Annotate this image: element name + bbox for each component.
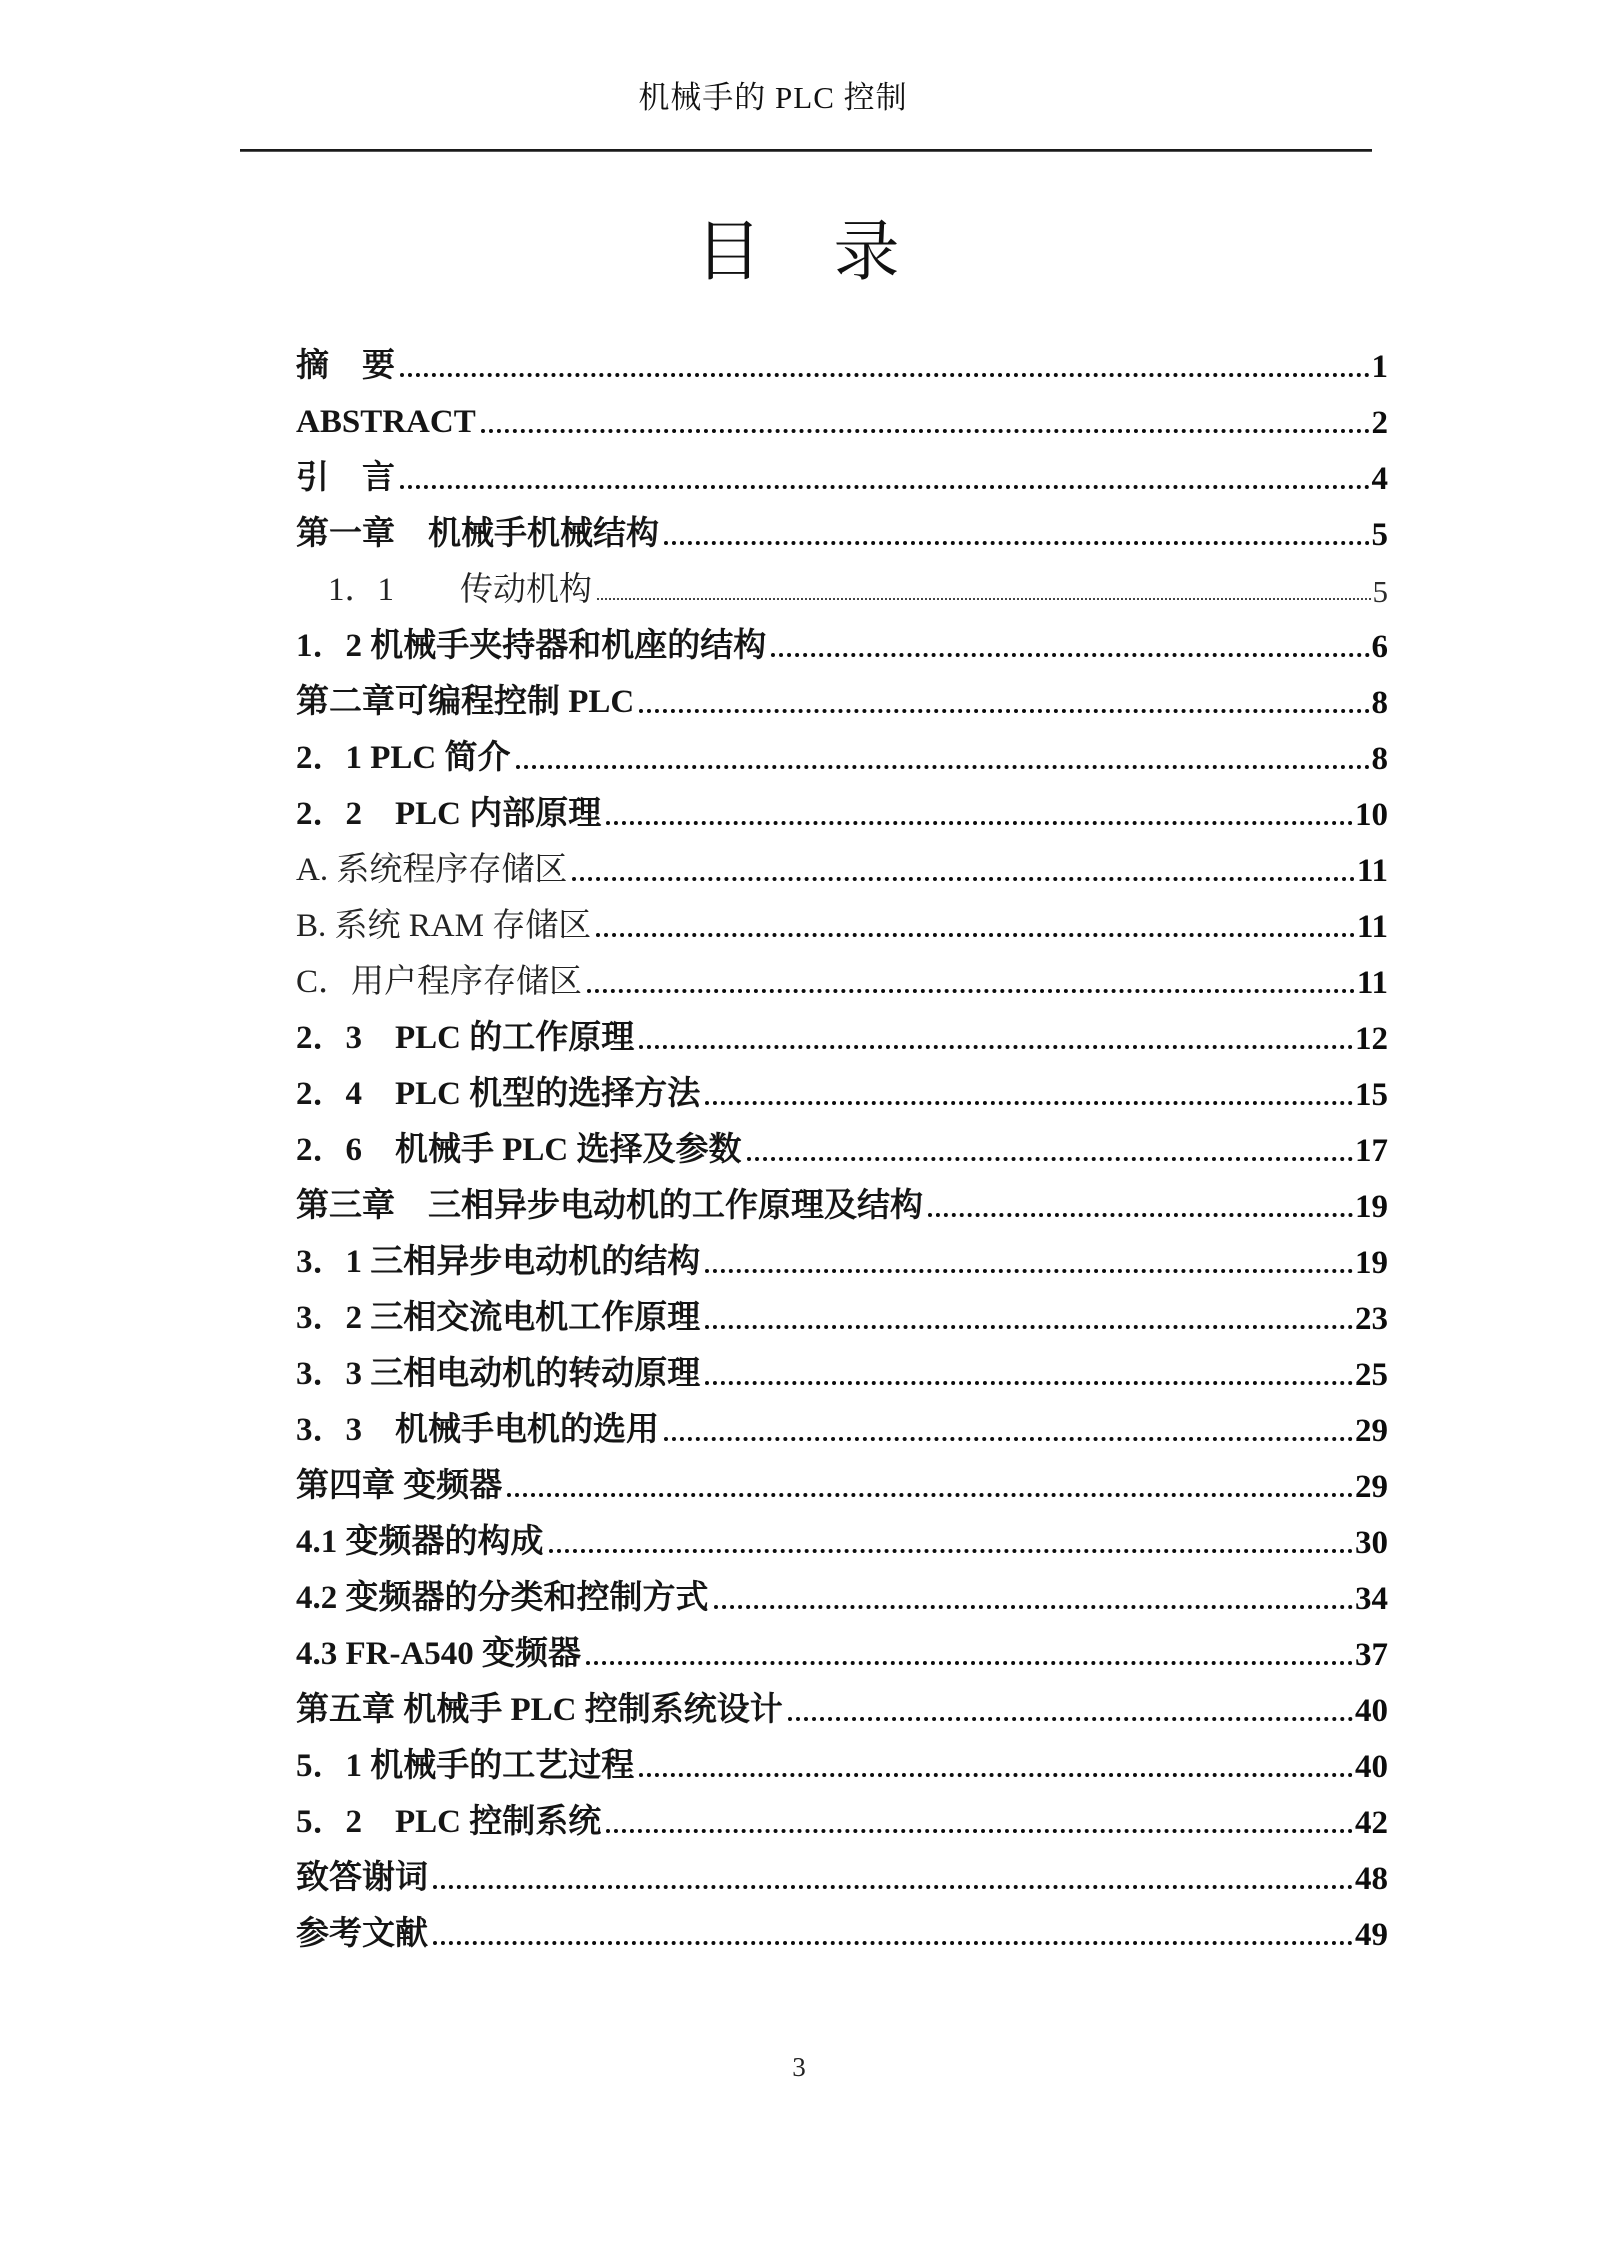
toc-entry-page: 11 [1356,853,1388,889]
toc-entry [296,1114,1388,1170]
toc-entry-page: 19 [1355,1189,1388,1225]
toc-entry-label: ABSTRACT [296,404,476,441]
toc-entry-label: A. 系统程序存储区 [296,852,568,889]
toc-entry-label: 第五章 机械手 PLC 控制系统设计 [296,1692,783,1729]
toc-entry [296,1282,1388,1338]
toc-entry-page: 17 [1355,1133,1388,1169]
toc-leader-dots [639,1773,1353,1777]
toc-entry-label: 致答谢词 [296,1860,428,1897]
toc-leader-dots [596,933,1355,937]
toc-entry-label: 2．3 PLC 的工作原理 [296,1020,635,1057]
toc-entry-page: 29 [1355,1413,1388,1449]
toc-entry-page: 6 [1371,629,1388,665]
toc-entry [296,1394,1388,1450]
toc-entry-label: 3．3 机械手电机的选用 [296,1412,659,1449]
toc-entry [296,1170,1388,1226]
toc-entry-label: 2．2 PLC 内部原理 [296,796,602,833]
page-title: 目 录 [695,216,903,289]
toc-entry [296,1338,1388,1394]
toc-leader-dots [586,1661,1353,1665]
toc-entry [296,1730,1388,1786]
toc-entry [296,1898,1388,1954]
toc-entry-label: 3．2 三相交流电机工作原理 [296,1300,701,1337]
toc-entry-page: 42 [1355,1805,1388,1841]
toc-entry-page: 12 [1355,1021,1388,1057]
toc-entry-label: 4.3 FR-A540 变频器 [296,1636,582,1673]
toc-leader-dots [928,1213,1353,1217]
toc-entry [296,1842,1388,1898]
toc-entry-label: 4.1 变频器的构成 [296,1524,544,1561]
toc-entry-page: 5 [1372,574,1388,609]
toc-entry-page: 29 [1355,1469,1388,1505]
toc-leader-dots [433,1941,1353,1945]
toc-entry-page: 37 [1355,1637,1388,1673]
toc-entry-page: 15 [1355,1077,1388,1113]
toc-leader-dots [606,1829,1353,1833]
toc-entry-label: B. 系统 RAM 存储区 [296,908,592,945]
toc-entry [296,1674,1388,1730]
toc-entry [296,1002,1388,1058]
toc-leader-dots [516,765,1370,769]
toc-entry-page: 25 [1355,1357,1388,1393]
toc-leader-dots [400,485,1370,489]
toc-leader-dots [481,429,1370,433]
toc-entry [296,610,1388,666]
toc-leader-dots [572,877,1354,881]
toc-entry [296,722,1388,778]
toc-leader-dots [587,989,1355,993]
toc-entry-label: 3．1 三相异步电动机的结构 [296,1244,701,1281]
toc-entry-label: 1．1 传动机构 [328,572,592,609]
toc-entry-label: 2．6 机械手 PLC 选择及参数 [296,1132,742,1169]
toc-entry-label: 3．3 三相电动机的转动原理 [296,1356,701,1393]
toc-leader-dots [664,541,1370,545]
toc-entry [296,1506,1388,1562]
running-header: 机械手的 PLC 控制 [638,80,908,115]
toc-entry [296,1058,1388,1114]
toc-entry-label: 第一章 机械手机械结构 [296,516,659,553]
toc-entry-page: 11 [1356,909,1388,945]
toc-entry-page: 40 [1355,1749,1388,1785]
toc-leader-dots [788,1717,1353,1721]
toc-entry [296,442,1388,498]
toc-leader-dots [705,1381,1353,1385]
toc-leader-dots [639,1045,1353,1049]
header-rule [240,149,1372,152]
toc-entry [296,946,1388,1002]
toc-entry-page: 10 [1355,797,1388,833]
toc-leader-dots [705,1101,1353,1105]
toc-entry-page: 8 [1371,685,1388,721]
toc-entry-page: 40 [1355,1693,1388,1729]
toc-entry-label: 摘 要 [296,348,395,385]
toc-entry-page: 34 [1355,1581,1388,1617]
toc-entry [296,1618,1388,1674]
toc-entry-page: 2 [1371,405,1388,441]
toc-entry-label: 5．1 机械手的工艺过程 [296,1748,635,1785]
toc-entry [296,1786,1388,1842]
toc-entry-label: 2．4 PLC 机型的选择方法 [296,1076,701,1113]
toc-leader-dots [400,373,1370,377]
toc-entry-page: 8 [1371,741,1388,777]
toc-leader-dots [747,1157,1354,1161]
toc-entry [296,1226,1388,1282]
toc-entry [296,834,1388,890]
toc-leader-dots [664,1437,1353,1441]
toc-entry-page: 5 [1371,517,1388,553]
toc-entry [296,890,1388,946]
toc-entry [296,778,1388,834]
toc-leader-dots [705,1269,1353,1273]
toc-leader-dots [771,653,1369,657]
toc-entry-label: 2．1 PLC 简介 [296,740,511,777]
toc-entry-page: 1 [1371,349,1388,385]
toc-entry-page: 30 [1355,1525,1388,1561]
toc-entry-page: 4 [1371,461,1388,497]
toc-entry-page: 48 [1355,1861,1388,1897]
toc-entry-label: 4.2 变频器的分类和控制方式 [296,1580,709,1617]
toc-entry [296,1450,1388,1506]
toc-entry [296,554,1388,610]
toc-entry-label: 5．2 PLC 控制系统 [296,1804,602,1841]
toc-entry-label: 第四章 变频器 [296,1468,503,1505]
toc-leader-dots [639,709,1369,713]
toc-entry [296,666,1388,722]
toc-entry-label: C．用户程序存储区 [296,964,583,1001]
toc-leader-dots [597,598,1371,600]
toc-entry [296,1562,1388,1618]
footer-page-number: 3 [792,2052,806,2082]
toc-entry-label: 第二章可编程控制 PLC [296,684,635,721]
toc-entry [296,498,1388,554]
toc-entry [296,386,1388,442]
toc-entry-label: 1．2 机械手夹持器和机座的结构 [296,628,767,665]
toc-leader-dots [714,1605,1354,1609]
toc-leader-dots [433,1885,1353,1889]
toc-entry-page: 23 [1355,1301,1388,1337]
toc-leader-dots [705,1325,1353,1329]
toc-entry [296,330,1388,386]
toc-list [296,330,1388,1954]
toc-entry-page: 19 [1355,1245,1388,1281]
toc-entry-page: 11 [1356,965,1388,1001]
toc-leader-dots [507,1493,1353,1497]
toc-entry-label: 参考文献 [296,1916,428,1953]
toc-leader-dots [606,821,1353,825]
toc-entry-label: 引 言 [296,460,395,497]
toc-entry-page: 49 [1355,1917,1388,1953]
toc-entry-label: 第三章 三相异步电动机的工作原理及结构 [296,1188,923,1225]
toc-leader-dots [549,1549,1354,1553]
